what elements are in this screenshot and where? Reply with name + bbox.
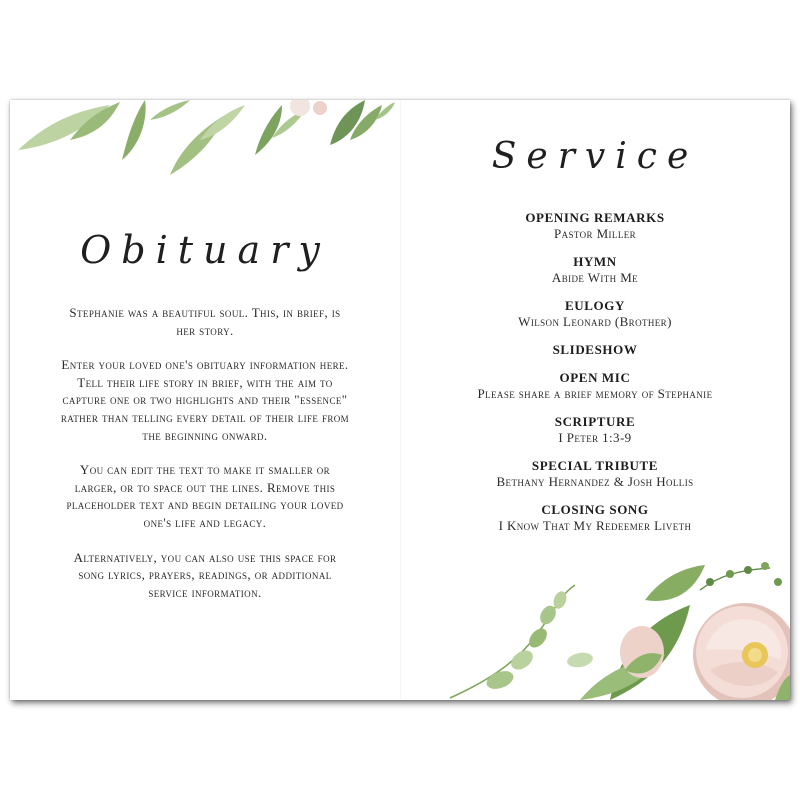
service-item [400, 342, 790, 358]
service-item [400, 254, 790, 286]
service-item [400, 458, 790, 490]
service-item-title: SPECIAL TRIBUTE [531, 458, 659, 473]
service-item-subtitle: Pastor Miller [553, 226, 637, 241]
obituary-paragraph: You can edit the text to make it smaller or larger, or to space out the lines. Remove this placeholder text and begin detailing your loved one's life and legacy. [66, 462, 344, 530]
service-item-title: OPEN MIC [559, 370, 631, 385]
service-item [400, 502, 790, 534]
service-item-title: EULOGY [565, 298, 625, 313]
floral-corner-decoration [430, 560, 790, 700]
service-item [400, 210, 790, 242]
service-item-subtitle: Please share a brief memory of Stephanie [477, 386, 713, 401]
service-item-title: SLIDESHOW [552, 342, 638, 357]
obituary-body [60, 304, 350, 618]
service-item-subtitle: Wilson Leonard (Brother) [518, 314, 672, 329]
service-item-subtitle: I Know That My Redeemer Liveth [498, 518, 692, 533]
obituary-title: Obituary [80, 228, 330, 272]
service-item-title: OPENING REMARKS [525, 210, 665, 225]
service-item-title: HYMN [573, 254, 617, 269]
top-foliage-decoration [10, 100, 400, 190]
obituary-paragraph: Enter your loved one's obituary information here. Tell their life story in brief, with the aim to capture one or two highlights and their "essence" rather than telling every detail of their life from the beginning onward. [60, 357, 350, 443]
service-item-title: SCRIPTURE [554, 414, 636, 429]
service-item [400, 370, 790, 402]
service-item-subtitle: Bethany Hernandez & Josh Hollis [496, 474, 694, 489]
service-item-subtitle: I Peter 1:3-9 [558, 430, 632, 445]
service-item-subtitle: Abide With Me [551, 270, 639, 285]
obituary-panel [10, 100, 400, 700]
service-title: Service [491, 136, 699, 177]
obituary-paragraph: Stephanie was a beautiful soul. This, in brief, is her story. [69, 305, 341, 338]
service-item-title: CLOSING SONG [541, 502, 649, 517]
program-sheet [10, 100, 790, 700]
obituary-paragraph: Alternatively, you can also use this space for song lyrics, prayers, readings, or additional service information. [73, 549, 337, 600]
service-item [400, 298, 790, 330]
service-program [400, 210, 790, 546]
service-item [400, 414, 790, 446]
